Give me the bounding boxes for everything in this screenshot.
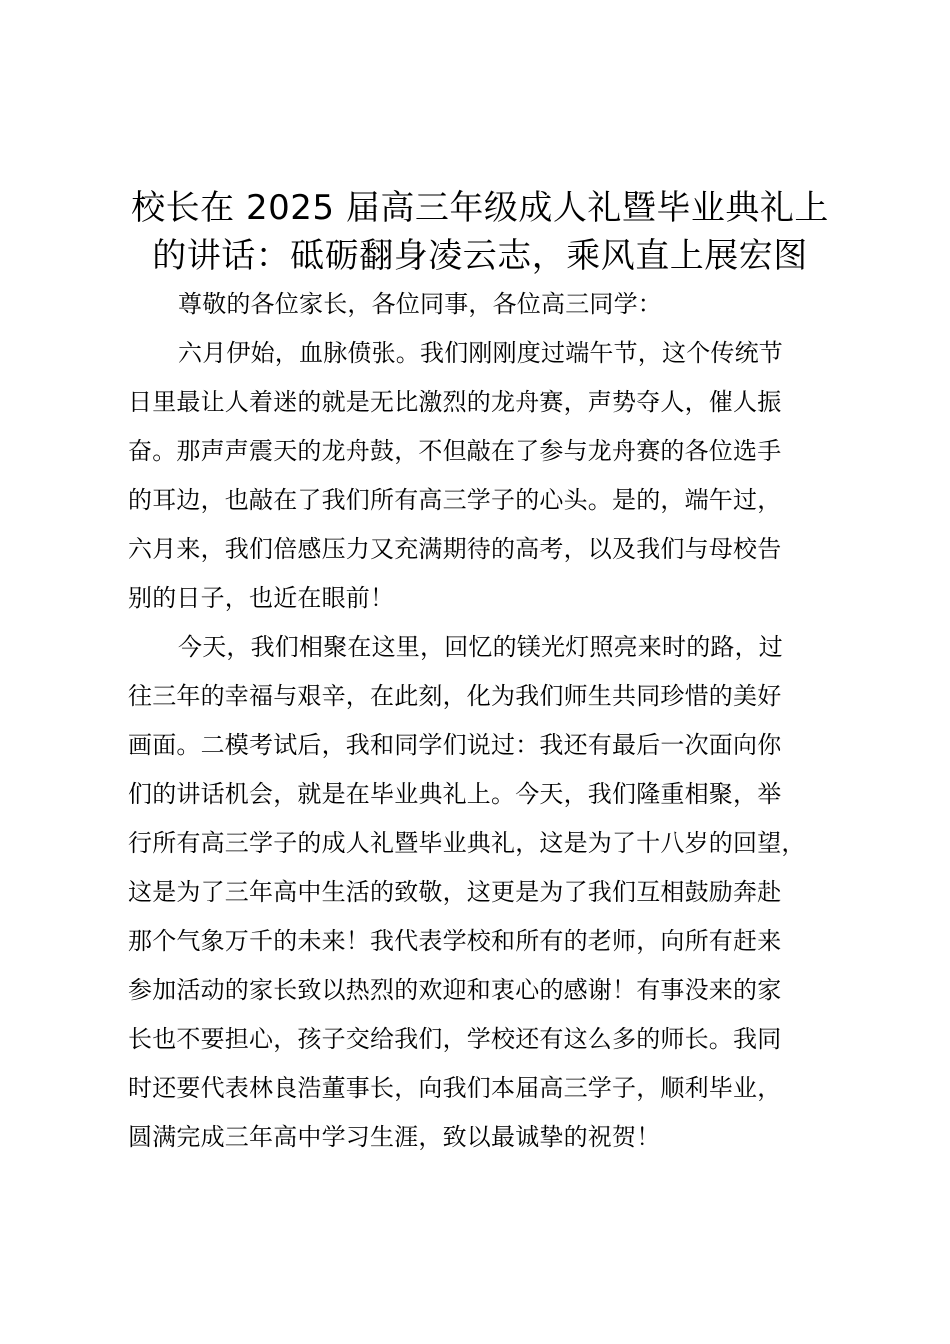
body-paragraph — [128, 329, 833, 623]
document-body — [128, 280, 833, 1162]
paragraph-line: 圆满完成三年高中学习生涯，致以最诚挚的祝贺！ — [128, 1123, 661, 1151]
paragraph-line: 参加活动的家长致以热烈的欢迎和衷心的感谢！有事没来的家 — [128, 976, 782, 1004]
title-line: 的讲话：砥砺翻身凌云志，乘风直上展宏图 — [152, 236, 808, 276]
paragraph-line: 这是为了三年高中生活的致敬，这更是为了我们互相鼓励奔赴 — [128, 878, 782, 906]
paragraph-line: 长也不要担心，孩子交给我们，学校还有这么多的师长。我同 — [128, 1025, 782, 1053]
paragraph-line: 日里最让人着迷的就是无比激烈的龙舟赛，声势夺人，催人振 — [128, 388, 782, 416]
paragraph-line: 的耳边，也敲在了我们所有高三学子的心头。是的，端午过， — [128, 486, 782, 514]
paragraph-line: 奋。那声声震天的龙舟鼓，不但敲在了参与龙舟赛的各位选手 — [128, 437, 782, 465]
paragraph-line: 尊敬的各位家长，各位同事，各位高三同学： — [178, 290, 662, 318]
paragraph-line: 别的日子，也近在眼前！ — [128, 584, 395, 612]
paragraph-line: 六月来，我们倍感压力又充满期待的高考，以及我们与母校告 — [128, 535, 782, 563]
paragraph-line: 行所有高三学子的成人礼暨毕业典礼，这是为了十八岁的回望， — [128, 829, 806, 857]
salutation-paragraph — [128, 280, 833, 329]
paragraph-line: 时还要代表林良浩董事长，向我们本届高三学子，顺利毕业， — [128, 1074, 782, 1102]
document-title — [110, 184, 850, 280]
paragraph-line: 六月伊始，血脉偾张。我们刚刚度过端午节，这个传统节 — [178, 339, 783, 367]
paragraph-line: 那个气象万千的未来！我代表学校和所有的老师，向所有赶来 — [128, 927, 782, 955]
paragraph-line: 们的讲话机会，就是在毕业典礼上。今天，我们隆重相聚，举 — [128, 780, 782, 808]
title-line: 校长在 2025 届高三年级成人礼暨毕业典礼上 — [131, 188, 829, 228]
paragraph-line: 画面。二模考试后，我和同学们说过：我还有最后一次面向你 — [128, 731, 782, 759]
paragraph-line: 今天，我们相聚在这里，回忆的镁光灯照亮来时的路，过 — [178, 633, 783, 661]
body-paragraph — [128, 623, 833, 1162]
paragraph-line: 往三年的幸福与艰辛，在此刻，化为我们师生共同珍惜的美好 — [128, 682, 782, 710]
